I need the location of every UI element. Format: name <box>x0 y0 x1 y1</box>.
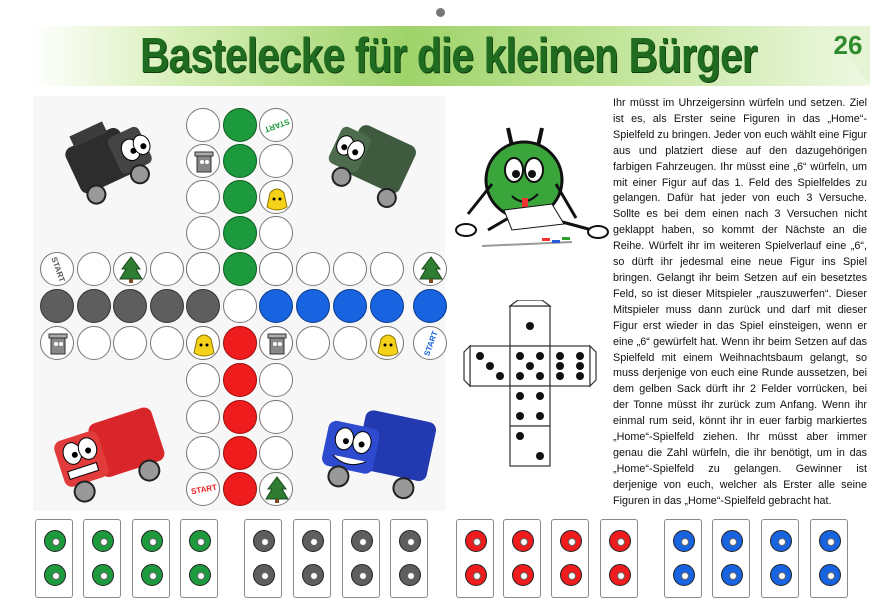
piece-ring-hole <box>52 572 60 580</box>
trash-bin-icon <box>260 327 294 361</box>
piece-ring-top <box>560 530 582 552</box>
board-field[interactable] <box>259 400 293 434</box>
board-field[interactable] <box>150 326 184 360</box>
board-field[interactable] <box>296 326 330 360</box>
board-field[interactable] <box>296 252 330 286</box>
piece-ring-hole <box>520 572 528 580</box>
board-field[interactable] <box>370 326 404 360</box>
start-label-red: START <box>190 482 218 497</box>
piece-ring-bottom <box>560 564 582 586</box>
piece-ring-bottom <box>399 564 421 586</box>
piece-ring-hole <box>681 572 689 580</box>
board-field[interactable] <box>186 144 220 178</box>
home-field-green[interactable] <box>223 144 257 178</box>
start-field-bottom[interactable] <box>186 472 220 506</box>
home-field-gray[interactable] <box>77 289 111 323</box>
start-field-right[interactable] <box>413 326 447 360</box>
red-field[interactable] <box>223 472 257 506</box>
christmas-tree-icon <box>114 253 148 287</box>
game-board <box>33 96 445 511</box>
piece-ring-bottom <box>819 564 841 586</box>
board-field[interactable] <box>186 252 220 286</box>
piece-ring-hole <box>261 538 269 546</box>
piece-ring-bottom <box>351 564 373 586</box>
piece-ring-hole <box>520 538 528 546</box>
piece-ring-hole <box>778 572 786 580</box>
piece-ring-bottom <box>141 564 163 586</box>
piece-ring-hole <box>407 538 415 546</box>
home-field-red[interactable] <box>223 326 257 360</box>
piece-ring-hole <box>568 538 576 546</box>
board-field[interactable] <box>186 216 220 250</box>
piece-ring-hole <box>100 572 108 580</box>
game-piece-green[interactable] <box>83 519 121 598</box>
piece-ring-top <box>302 530 324 552</box>
piece-ring-hole <box>617 538 625 546</box>
board-field[interactable] <box>259 180 293 214</box>
christmas-tree-icon <box>260 473 294 507</box>
home-field-gray[interactable] <box>186 289 220 323</box>
piece-ring-hole <box>473 572 481 580</box>
game-piece-red[interactable] <box>456 519 494 598</box>
game-piece-blue[interactable] <box>664 519 702 598</box>
game-piece-gray[interactable] <box>244 519 282 598</box>
game-piece-green[interactable] <box>35 519 73 598</box>
game-piece-green[interactable] <box>180 519 218 598</box>
board-field[interactable] <box>333 326 367 360</box>
piece-ring-hole <box>359 572 367 580</box>
rules-paragraph: Ihr müsst im Uhrzeigersinn würfeln und setzen. Ziel ist es, als Erster seine Figuren in das „Home“-Spielfeld zu bringen. Jeder von euch wählt eine Figur aus und platziert diese auf den dazugehörigen farbigen Fahrzeugen. Ihr müsst eine „6“ würfeln, um mit einer Figur auf das 1. Feld des Spielfeldes zu gelangen. Dafür hat jeder von euch 3 Versuche. Sollte es bei dem einen nach 3 Versuchen nicht geklappt haben, so kommt der Nächste an die Reihe. Würfelt ihr im weiteren Spielverlauf eine „6“, so dürft ihr jedesmal eine neue Figur ins Spiel bringen. Gelangt ihr beim Setzen auf ein besetztes Feld, so ist dieser Mitspieler „rauszuwerfen“. Dieser Mitspieler muss dann zurück und darf mit dieser Figur erst wieder in das Spiel einsteigen, wenn er eine „6“ gewürfelt hat. Wenn ihr beim Setzen auf das Spielfeld mit einem Weihnachtsbaum gelangt, so muss derjenige von euch eine Runde aussetzen, bei dem gelben Sack dürft ihr 2 Felder vorrücken, bei der Tonne müsst ihr zurück zum Anfang. Wenn ihr einmal rum seid, könnt ihr in euer farbig markiertes „Home“-Spielfeld ziehen. Ihr müsst aber immer genau die Zahl würfeln, die ihr benötigt, um in das „Home“-Spielfeld zu gelangen. Gewinner ist derjenige von euch, welcher als Erster alle seine Figuren in das „Home“-Spielfeld gebracht hat. <box>613 97 867 507</box>
board-field[interactable] <box>186 436 220 470</box>
board-field[interactable] <box>77 252 111 286</box>
piece-ring-top <box>465 530 487 552</box>
piece-ring-hole <box>310 572 318 580</box>
piece-ring-bottom <box>512 564 534 586</box>
board-field[interactable] <box>259 252 293 286</box>
board-field[interactable] <box>77 326 111 360</box>
piece-ring-top <box>253 530 275 552</box>
start-label-green: START <box>263 116 291 135</box>
piece-ring-top <box>141 530 163 552</box>
piece-ring-hole <box>827 572 835 580</box>
piece-ring-top <box>399 530 421 552</box>
game-piece-red[interactable] <box>600 519 638 598</box>
game-piece-gray[interactable] <box>342 519 380 598</box>
home-field-green[interactable] <box>223 252 257 286</box>
piece-ring-bottom <box>253 564 275 586</box>
board-center-field[interactable] <box>223 289 257 323</box>
piece-ring-hole <box>149 538 157 546</box>
piece-ring-hole <box>149 572 157 580</box>
piece-ring-top <box>189 530 211 552</box>
piece-ring-top <box>92 530 114 552</box>
board-field[interactable] <box>186 108 220 142</box>
piece-ring-bottom <box>92 564 114 586</box>
board-field[interactable] <box>186 400 220 434</box>
piece-ring-hole <box>473 538 481 546</box>
piece-ring-top <box>44 530 66 552</box>
piece-ring-bottom <box>673 564 695 586</box>
home-field-green[interactable] <box>223 180 257 214</box>
christmas-tree-icon <box>414 253 448 287</box>
board-field[interactable] <box>259 436 293 470</box>
start-field-top[interactable] <box>259 108 293 142</box>
piece-ring-hole <box>827 538 835 546</box>
gray-field[interactable] <box>40 289 74 323</box>
page-number: 26 <box>833 30 863 60</box>
piece-ring-top <box>819 530 841 552</box>
piece-ring-hole <box>197 572 205 580</box>
page-title: Bastelecke für die kleinen Bürger <box>140 29 757 83</box>
board-field[interactable] <box>259 326 293 360</box>
home-field-red[interactable] <box>223 363 257 397</box>
piece-ring-hole <box>310 538 318 546</box>
piece-ring-hole <box>52 538 60 546</box>
piece-ring-hole <box>261 572 269 580</box>
home-field-blue[interactable] <box>370 289 404 323</box>
game-piece-green[interactable] <box>132 519 170 598</box>
game-rules-text <box>613 96 867 510</box>
board-field[interactable] <box>186 326 220 360</box>
home-field-blue[interactable] <box>259 289 293 323</box>
piece-ring-top <box>609 530 631 552</box>
pushpin-dot <box>436 8 445 17</box>
piece-ring-hole <box>681 538 689 546</box>
yellow-sack-icon <box>260 181 294 215</box>
game-piece-red[interactable] <box>503 519 541 598</box>
piece-ring-hole <box>568 572 576 580</box>
piece-ring-hole <box>359 538 367 546</box>
piece-ring-bottom <box>189 564 211 586</box>
board-field[interactable] <box>186 363 220 397</box>
start-label-gray: START <box>49 255 67 284</box>
red-garbage-truck <box>45 396 173 504</box>
board-field[interactable] <box>150 252 184 286</box>
board-field[interactable] <box>259 472 293 506</box>
piece-ring-hole <box>197 538 205 546</box>
piece-ring-bottom <box>465 564 487 586</box>
piece-ring-hole <box>407 572 415 580</box>
piece-ring-bottom <box>721 564 743 586</box>
piece-ring-hole <box>100 538 108 546</box>
board-field[interactable] <box>259 363 293 397</box>
start-field-left[interactable] <box>40 252 74 286</box>
piece-ring-hole <box>729 538 737 546</box>
piece-ring-bottom <box>609 564 631 586</box>
green-field[interactable] <box>223 108 257 142</box>
board-field[interactable] <box>259 216 293 250</box>
piece-ring-top <box>721 530 743 552</box>
board-field[interactable] <box>370 252 404 286</box>
game-piece-blue[interactable] <box>761 519 799 598</box>
piece-ring-hole <box>729 572 737 580</box>
board-field[interactable] <box>113 326 147 360</box>
piece-ring-bottom <box>302 564 324 586</box>
piece-ring-top <box>770 530 792 552</box>
game-piece-gray[interactable] <box>390 519 428 598</box>
game-piece-red[interactable] <box>551 519 589 598</box>
cartoon-ball-character-icon <box>452 118 612 253</box>
dark-green-garbage-truck <box>317 112 435 212</box>
board-field[interactable] <box>259 144 293 178</box>
piece-ring-bottom <box>770 564 792 586</box>
board-field[interactable] <box>113 252 147 286</box>
home-field-gray[interactable] <box>150 289 184 323</box>
board-field[interactable] <box>413 252 447 286</box>
piece-ring-top <box>512 530 534 552</box>
trash-bin-icon <box>187 145 221 179</box>
page-header <box>0 0 883 95</box>
piece-ring-bottom <box>44 564 66 586</box>
piece-ring-top <box>673 530 695 552</box>
home-field-gray[interactable] <box>113 289 147 323</box>
piece-ring-top <box>351 530 373 552</box>
trash-bin-icon <box>41 327 75 361</box>
board-field[interactable] <box>186 180 220 214</box>
game-piece-blue[interactable] <box>712 519 750 598</box>
start-label-blue: START <box>422 329 440 358</box>
board-field[interactable] <box>40 326 74 360</box>
home-field-green[interactable] <box>223 216 257 250</box>
game-piece-gray[interactable] <box>293 519 331 598</box>
game-piece-blue[interactable] <box>810 519 848 598</box>
piece-ring-hole <box>617 572 625 580</box>
yellow-sack-icon <box>187 327 221 361</box>
yellow-sack-icon <box>371 327 405 361</box>
home-field-red[interactable] <box>223 400 257 434</box>
home-field-blue[interactable] <box>333 289 367 323</box>
piece-ring-hole <box>778 538 786 546</box>
board-field[interactable] <box>333 252 367 286</box>
home-field-blue[interactable] <box>296 289 330 323</box>
black-garbage-truck <box>53 110 165 210</box>
home-field-red[interactable] <box>223 436 257 470</box>
dice-cutout-template <box>462 300 612 478</box>
blue-garbage-truck <box>315 394 441 504</box>
blue-field[interactable] <box>413 289 447 323</box>
